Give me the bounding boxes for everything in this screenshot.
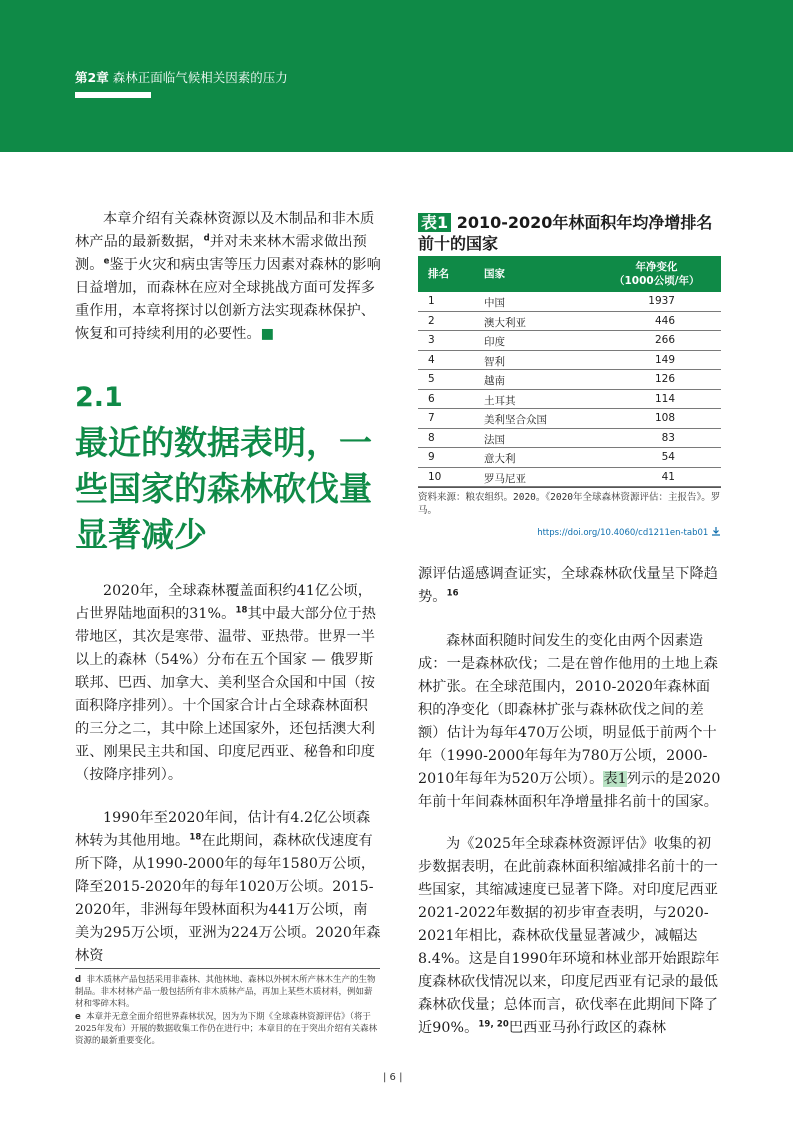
country-cell: 意大利 xyxy=(484,453,516,465)
country-cell: 罗马尼亚 xyxy=(484,472,526,485)
rank-cell: 4 xyxy=(428,353,435,366)
footnote-e: e 本章并无意全面介绍世界森林状况，因为为下期《全球森林资源评估》（将于2025年发布）开展的数据收集工作仍在进行中；本章目的在于突出介绍有关森林资源的最新重要变化。 xyxy=(75,1012,378,1046)
footnote-d: d 非木质林产品包括采用非森林、其他林地、森林以外树木所产林木生产的生物制品。非木材林产品一般包括所有非木质林产品，再加上某些木质材料，例如薪材和零碎木料。 xyxy=(75,975,376,1009)
rank-cell: 2 xyxy=(428,314,435,327)
table-tag: 表1 xyxy=(418,213,451,232)
footnote-divider xyxy=(75,968,380,969)
country-cell: 中国 xyxy=(484,297,505,309)
forest-gain-table xyxy=(418,256,721,517)
table-source: 资料来源：粮农组织。2020。《2020年全球森林资源评估：主报告》。罗马。 xyxy=(418,487,721,517)
table-row xyxy=(418,390,721,410)
download-icon[interactable] xyxy=(711,526,721,536)
chapter-label: 第2章 xyxy=(75,70,109,85)
value-cell: 149 xyxy=(654,353,675,366)
value-cell: 114 xyxy=(654,392,675,405)
doi-link[interactable]: https://doi.org/10.4060/cd1211en-tab01 xyxy=(418,526,721,538)
value-cell: 83 xyxy=(661,431,675,444)
value-cell: 266 xyxy=(654,334,675,346)
rank-cell: 1 xyxy=(428,295,435,307)
table-body xyxy=(418,292,721,487)
table-row xyxy=(418,292,721,312)
country-cell: 智利 xyxy=(484,355,505,368)
rank-cell: 10 xyxy=(428,470,442,483)
rank-cell: 7 xyxy=(428,412,435,424)
country-cell: 土耳其 xyxy=(484,394,516,407)
table-row xyxy=(418,448,721,468)
country-cell: 法国 xyxy=(484,433,505,446)
table-row xyxy=(418,351,721,371)
value-cell: 446 xyxy=(654,314,675,327)
section-number: 2.1 xyxy=(75,382,123,413)
rank-cell: 9 xyxy=(428,451,435,463)
country-cell: 美利坚合众国 xyxy=(484,414,547,426)
col-change: 年净变化 （1000公顷/年） xyxy=(614,261,700,287)
rank-cell: 8 xyxy=(428,431,435,444)
chapter-accent-bar xyxy=(75,92,151,98)
paragraph-net-change: 森林面积随时间发生的变化由两个因素造成：一是森林砍伐；二是在曾作他用的土地上森林扩张。在全球范围内，2010-2020年森林面积的净变化（即森林扩张与森林砍伐之间的差额）估计为每年470万公顷，明显低于前两个十年（1990-2000年每年为780万公顷，2000-2010年每年为520万公顷）。表1列示的是2020年前十年间森林面积年净增量排名前十的国家。 xyxy=(418,633,721,810)
table-row xyxy=(418,312,721,332)
col-country: 国家 xyxy=(484,268,505,280)
country-cell: 澳大利亚 xyxy=(484,316,526,329)
chapter-heading xyxy=(75,68,288,86)
citation-19-20[interactable]: 19, 20 xyxy=(478,1019,509,1030)
table-row xyxy=(418,331,721,351)
value-cell: 54 xyxy=(661,451,675,463)
table-row xyxy=(418,468,721,488)
col-rank: 排名 xyxy=(428,268,449,280)
table-row xyxy=(418,409,721,429)
chapter-banner xyxy=(0,0,793,152)
rank-cell: 6 xyxy=(428,392,435,405)
end-mark: ■ xyxy=(260,326,275,342)
footnote-ref-e[interactable]: e xyxy=(103,256,110,267)
page-number: | 6 | xyxy=(383,1072,403,1083)
table-header xyxy=(418,256,721,292)
table-row xyxy=(418,370,721,390)
footnote-ref-d[interactable]: d xyxy=(203,233,210,244)
table-row xyxy=(418,429,721,449)
chapter-title: 森林正面临气候相关因素的压力 xyxy=(112,70,288,85)
value-cell: 41 xyxy=(661,470,675,483)
paragraph-indonesia: 为《2025年全球森林资源评估》收集的初步数据表明，在此前森林面积缩减排名前十的一些国家，其缩减速度已显著下降。对印度尼西亚2021-2022年数据的初步审查表明，与2020-2021年相比，森林砍伐量显著减少，减幅达8.4%。这是自1990年环境和林业部开始跟踪年度森林砍伐情况以来，印度尼西亚有记录的最低森林砍伐量；总体而言，砍伐率在此期间下降了近90%。$^{19, 20}$巴西亚马孙行政区的森林 xyxy=(418,836,720,1036)
value-cell: 126 xyxy=(654,373,675,385)
value-cell: 1937 xyxy=(648,295,675,307)
citation-18[interactable]: 18 xyxy=(235,605,248,616)
section-title: 最近的数据表明，一些国家的森林砍伐量显著减少 xyxy=(75,423,372,554)
country-cell: 印度 xyxy=(484,336,505,348)
intro-paragraph: 本章介绍有关森林资源以及木制品和非木质林产品的最新数据，$^d$并对未来林木需求做出预测。$^e$鉴于火灾和病虫害等压力因素对森林的影响日益增加，而森林在应对全球挑战方面可发挥多重作用，本章将探讨以创新方法实现森林保护、恢复和可持续利用的必要性。■ xyxy=(75,211,381,342)
table-title: 表1 2010-2020年林面积年均净增排名前十的国家 xyxy=(418,213,713,253)
rank-cell: 3 xyxy=(428,334,435,346)
country-cell: 越南 xyxy=(484,375,505,387)
table-1-reference[interactable]: 表1 xyxy=(603,771,627,787)
paragraph-forest-area: 2020年，全球森林覆盖面积约41亿公顷，占世界陆地面积的31%。$^{18}$其中最大部分位于热带地区，其次是寒带、温带、亚热带。世界一半以上的森林（54%）分布在五个国家 — 俄罗斯联邦、巴西、加拿大、美利坚合众国和中国（按面积降序排列）。十个国家合计占全球森林面积的三分之二，其中除上述国家外，还包括澳大利亚、刚果民主共和国、印度尼西亚、秘鲁和印度（按降序排列）。 xyxy=(75,583,377,783)
citation-18b[interactable]: 18 xyxy=(189,832,202,843)
citation-16[interactable]: 16 xyxy=(446,588,459,599)
rank-cell: 5 xyxy=(428,373,435,385)
value-cell: 108 xyxy=(654,412,675,424)
paragraph-continuation: 源评估遥感调查证实，全球森林砍伐量呈下降趋势。$^{16}$ xyxy=(418,566,719,605)
paragraph-deforestation: 1990年至2020年间，估计有4.2亿公顷森林转为其他用地。$^{18}$在此期间，森林砍伐速度有所下降，从1990-2000年的每年1580万公顷，降至2015-2020年的每年1020万公顷。2015-2020年，非洲每年毁林面积为441万公顷，南美为295万公顷，亚洲为224万公顷。2020年森林资 xyxy=(75,810,381,964)
